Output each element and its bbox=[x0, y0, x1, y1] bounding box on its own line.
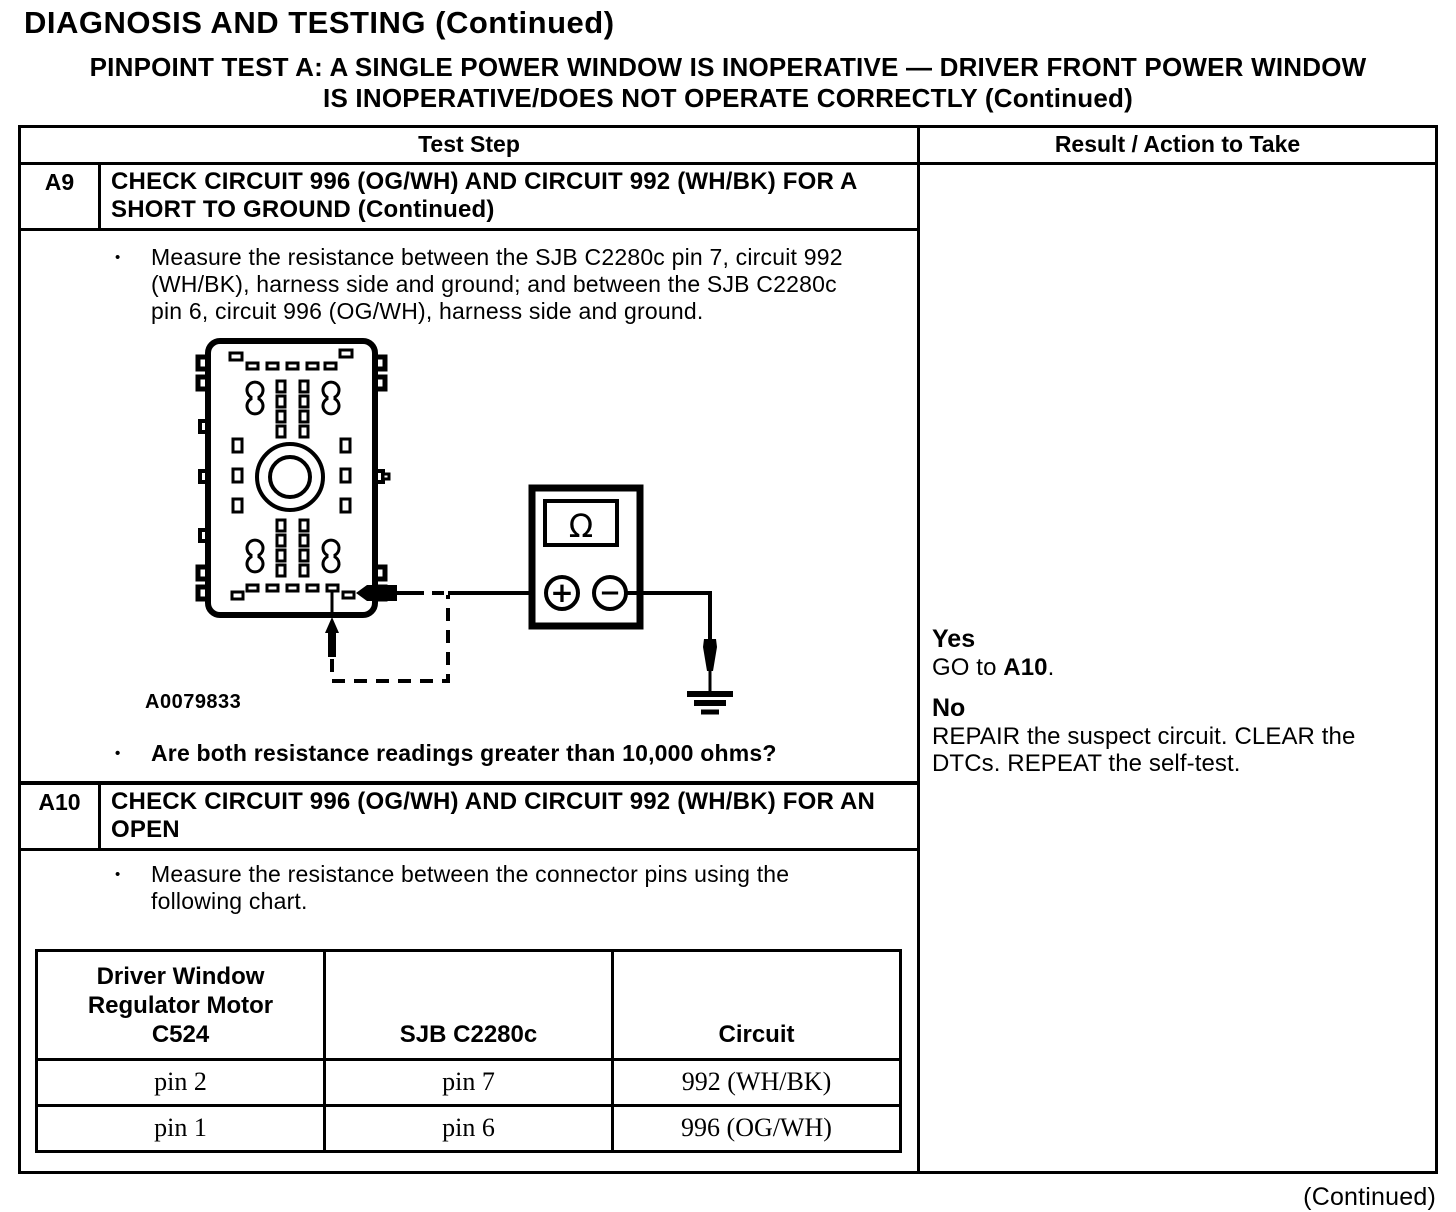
pinpoint-test-title-line1: PINPOINT TEST A: A SINGLE POWER WINDOW IS INOPERATIVE — DRIVER FRONT POWER WINDOW bbox=[89, 52, 1367, 82]
result-column bbox=[920, 165, 1435, 1171]
step-a10-header bbox=[21, 785, 917, 851]
pin-chart-header-circuit: Circuit bbox=[613, 951, 901, 1060]
pin-chart-cell: pin 7 bbox=[325, 1060, 613, 1106]
step-a9-question bbox=[21, 740, 917, 767]
step-a9-header bbox=[21, 165, 917, 231]
step-a10-row bbox=[21, 785, 917, 1171]
step-a9-title: CHECK CIRCUIT 996 (OG/WH) AND CIRCUIT 992 (WH/BK) FOR A SHORT TO GROUND (Continued) bbox=[111, 168, 857, 223]
goto-a10-reference: A10 bbox=[1003, 654, 1048, 681]
table-header-row bbox=[21, 128, 1435, 165]
step-a9-row bbox=[21, 165, 917, 785]
test-probe-side-icon bbox=[356, 585, 412, 601]
result-no-label: No bbox=[932, 694, 966, 722]
svg-text:+: + bbox=[550, 576, 574, 609]
step-a9-id: A9 bbox=[21, 165, 101, 228]
ohm-symbol: Ω bbox=[568, 507, 594, 545]
figure-id-label: A0079833 bbox=[145, 691, 242, 713]
pin-chart-cell: pin 1 bbox=[37, 1106, 325, 1152]
test-step-column bbox=[21, 165, 920, 1171]
bullet-icon: • bbox=[115, 249, 121, 266]
step-a9-result bbox=[920, 625, 1435, 777]
bullet-icon: • bbox=[115, 866, 121, 883]
pinpoint-test-title bbox=[0, 52, 1456, 114]
pin-chart-cell: 992 (WH/BK) bbox=[613, 1060, 901, 1106]
service-manual-page bbox=[0, 5, 1456, 1211]
pin-chart-header-sjb: SJB C2280c bbox=[325, 951, 613, 1060]
pin-chart-row bbox=[37, 1060, 901, 1106]
ohmmeter bbox=[532, 488, 640, 626]
pinpoint-test-table bbox=[18, 125, 1438, 1174]
table-body bbox=[21, 165, 1435, 1171]
result-yes-action: GO to A10. bbox=[932, 654, 1055, 681]
step-a10-instruction bbox=[21, 861, 917, 915]
svg-text:−: − bbox=[599, 578, 621, 608]
step-a9-instruction-text: Measure the resistance between the SJB C2280c pin 7, circuit 992 (WH/BK), harness side and ground; and between the SJB C2280c pin 6, circuit 996 (OG/WH), harness side and ground. bbox=[151, 244, 843, 324]
step-a9-question-text: Are both resistance readings greater than 10,000 ohms? bbox=[151, 740, 777, 766]
step-a10-instruction-text: Measure the resistance between the connector pins using the following chart. bbox=[151, 861, 790, 914]
step-a9-body bbox=[21, 231, 917, 781]
pin-chart-header-row bbox=[37, 951, 901, 1060]
test-step-column-header: Test Step bbox=[21, 128, 920, 162]
step-a10-title: CHECK CIRCUIT 996 (OG/WH) AND CIRCUIT 992 (WH/BK) FOR AN OPEN bbox=[111, 788, 876, 843]
page-title: DIAGNOSIS AND TESTING (Continued) bbox=[24, 5, 615, 40]
pin-chart-cell: 996 (OG/WH) bbox=[613, 1106, 901, 1152]
ground-probe-icon bbox=[703, 639, 717, 691]
connector-center-circle bbox=[257, 444, 323, 510]
bullet-icon: • bbox=[115, 745, 121, 762]
pin-chart-header-c524: Driver Window Regulator Motor C524 bbox=[37, 951, 325, 1060]
continued-footer: (Continued) bbox=[1303, 1183, 1436, 1211]
resistance-measurement-diagram bbox=[190, 333, 770, 717]
pin-chart-cell: pin 2 bbox=[37, 1060, 325, 1106]
minus-terminal-icon bbox=[594, 577, 626, 609]
sjb-connector-face bbox=[198, 341, 389, 615]
result-no-action: REPAIR the suspect circuit. CLEAR the DTCs. REPEAT the self-test. bbox=[932, 723, 1356, 777]
result-column-header: Result / Action to Take bbox=[1054, 131, 1301, 157]
pin-chart-row bbox=[37, 1106, 901, 1152]
step-a9-instruction bbox=[21, 244, 917, 325]
pin-resistance-chart bbox=[35, 949, 902, 1153]
step-a10-id: A10 bbox=[21, 785, 101, 848]
plus-terminal-icon bbox=[546, 576, 578, 609]
result-yes-label: Yes bbox=[932, 625, 976, 653]
pinpoint-test-title-line2: IS INOPERATIVE/DOES NOT OPERATE CORRECTLY (Continued) bbox=[323, 83, 1133, 113]
step-a10-body bbox=[21, 851, 917, 1171]
pin-chart-cell: pin 6 bbox=[325, 1106, 613, 1152]
